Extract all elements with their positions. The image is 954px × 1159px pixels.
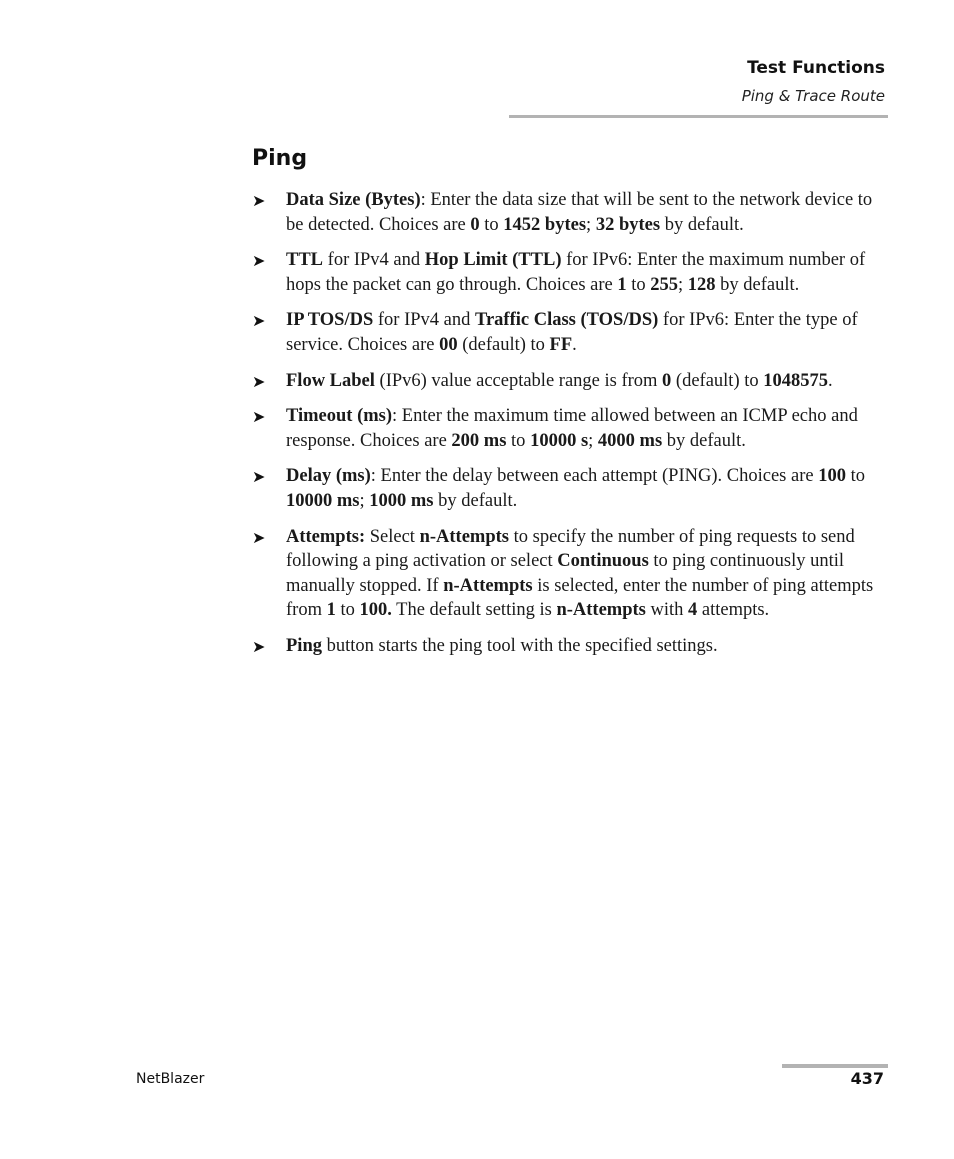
bold-term: 1 (617, 274, 627, 295)
bold-term: 0 (662, 370, 672, 391)
arrow-bullet-icon: ➤ (252, 311, 266, 331)
arrow-bullet-icon: ➤ (252, 527, 266, 547)
body-text: (default) to (671, 370, 764, 391)
body-text: (default) to (457, 334, 550, 355)
page-number: 437 (850, 1069, 884, 1088)
arrow-bullet-icon: ➤ (252, 407, 266, 427)
bold-term: 1452 bytes (503, 214, 587, 235)
arrow-bullet-icon: ➤ (252, 636, 266, 656)
body-text: : Enter the maximum time allowed between an ICMP echo and response. Choices are (286, 406, 858, 451)
bold-term: IP TOS/DS (286, 310, 374, 331)
bold-term: 100 (818, 466, 846, 487)
section-title: Ping (252, 146, 308, 171)
body-text: is selected, enter the number of ping attempts from (286, 575, 874, 621)
bold-term: Flow Label (286, 370, 375, 391)
body-text: The default setting is (391, 600, 557, 621)
body-text: attempts. (697, 600, 770, 621)
bold-term: 0 (470, 214, 480, 235)
bold-term: 4 (688, 600, 698, 621)
bold-term: Traffic Class (TOS/DS) (474, 310, 659, 331)
bold-term: Data Size (Bytes) (286, 190, 421, 210)
list-item (252, 308, 888, 357)
list-item (252, 634, 888, 659)
body-text: to (335, 600, 360, 621)
body-text: : Enter the delay between each attempt (PING). Choices are (370, 466, 819, 487)
bold-term: 00 (439, 334, 458, 355)
body-text: with (645, 600, 688, 621)
bold-term: FF (549, 334, 573, 355)
body-text: ; (359, 490, 370, 511)
arrow-bullet-icon: ➤ (252, 251, 266, 271)
bold-term: 1 (326, 600, 336, 621)
bold-term: Timeout (ms) (286, 406, 393, 427)
body-text: by default. (660, 214, 744, 235)
bold-term: Continuous (557, 551, 649, 572)
body-text: by default. (715, 274, 800, 295)
bold-term: 200 ms (451, 430, 507, 451)
body-text: to specify the number of ping requests to send following a ping activation or select (286, 526, 855, 572)
body-text: to (479, 214, 504, 235)
body-text: to (506, 430, 531, 451)
bold-term: Hop Limit (TTL) (424, 250, 562, 271)
body-text: for IPv4 and (323, 250, 425, 271)
bold-term: Attempts: (286, 526, 366, 547)
bold-term: 128 (687, 274, 716, 295)
bold-term: n-Attempts (443, 575, 533, 596)
body-text: : Enter the data size that will be sent to the network device to be detected. Choices are (286, 190, 873, 235)
body-text: by default. (662, 430, 746, 451)
body-text: (IPv6) value acceptable range is from (374, 370, 663, 391)
arrow-bullet-icon: ➤ (252, 371, 266, 391)
body-text: by default. (433, 490, 518, 511)
bold-term: 4000 ms (597, 430, 663, 451)
bold-term: 10000 ms (286, 490, 360, 511)
header-divider (509, 115, 888, 118)
body-text: to ping continuously until manually stopped. If (286, 551, 845, 596)
bullet-list (252, 188, 888, 670)
list-item (252, 464, 888, 513)
list-item (252, 248, 888, 297)
body-text: for IPv6: Enter the maximum number of hops the packet can go through. Choices are (286, 250, 866, 295)
list-item (252, 188, 888, 237)
list-item (252, 369, 888, 394)
bold-term: n-Attempts (556, 600, 646, 621)
bold-term: 255 (650, 274, 678, 295)
list-item (252, 525, 888, 623)
arrow-bullet-icon: ➤ (252, 467, 266, 487)
body-text: to (845, 466, 865, 487)
body-text: button starts the ping tool with the specified settings. (321, 635, 718, 656)
bold-term: Delay (ms) (286, 466, 371, 487)
body-text: to (626, 274, 651, 295)
body-text: . (828, 370, 833, 391)
bold-term: 1048575 (763, 370, 828, 391)
body-text: for IPv4 and (373, 310, 475, 331)
body-text: . (572, 334, 577, 355)
footer-divider (782, 1064, 888, 1068)
footer-product-name: NetBlazer (136, 1071, 205, 1087)
bold-term: 32 bytes (595, 214, 661, 235)
header-chapter-title: Test Functions (747, 58, 885, 78)
body-text: Select (365, 526, 420, 547)
list-item (252, 404, 888, 453)
bold-term: Ping (286, 635, 322, 656)
bold-term: n-Attempts (419, 526, 509, 547)
bold-term: 1000 ms (369, 490, 434, 511)
header-section-subtitle: Ping & Trace Route (741, 87, 885, 105)
arrow-bullet-icon: ➤ (252, 191, 266, 210)
body-text: for IPv6: Enter the type of service. Choices are (286, 310, 858, 355)
bold-term: 100. (359, 600, 392, 621)
body-text: ; (586, 214, 596, 235)
bold-term: TTL (286, 250, 324, 271)
body-text: ; (678, 274, 688, 295)
bold-term: 10000 s (530, 430, 589, 451)
body-text: ; (588, 430, 598, 451)
